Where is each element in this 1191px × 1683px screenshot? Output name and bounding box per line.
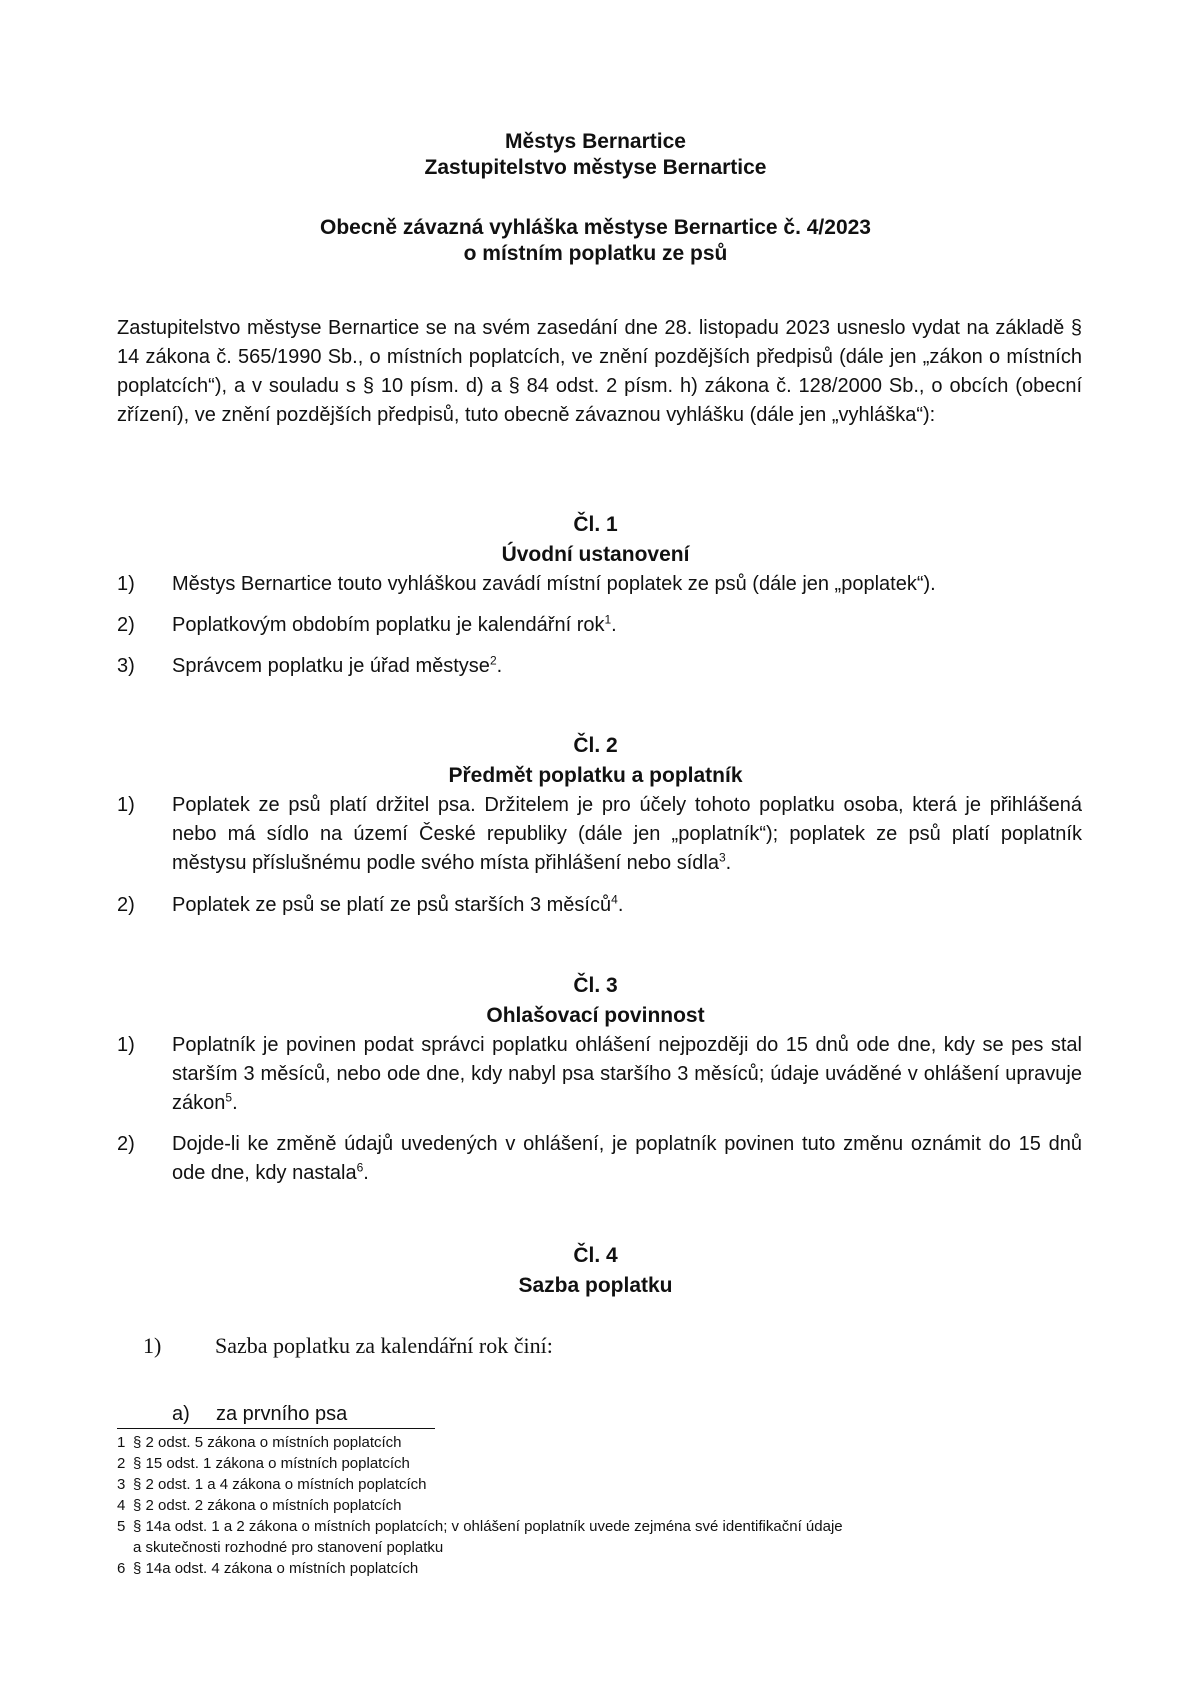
item-text: Poplatek ze psů se platí ze psů starších 3 měsíců xyxy=(172,894,612,916)
item-text: Správcem poplatku je úřad městyse xyxy=(172,655,490,677)
footnote-number: 3 xyxy=(117,1476,126,1493)
footnote-number: 2 xyxy=(117,1455,126,1472)
footnote-ref: 5 xyxy=(225,1090,233,1105)
footnote-ref: 6 xyxy=(356,1160,364,1175)
footnote-text: § 2 odst. 5 zákona o místních poplatcích xyxy=(133,1434,402,1451)
item-tail: . xyxy=(496,655,503,677)
article-3-title: Ohlašovací povinnost xyxy=(486,1004,705,1027)
article-3-item-2 xyxy=(117,1130,1082,1188)
article-4-subitem-a xyxy=(172,1400,347,1428)
item-text: Poplatkovým obdobím poplatku je kalendářní rok xyxy=(172,614,605,636)
item-text: Dojde-li ke změně údajů uvedených v ohlášení, je poplatník povinen tuto změnu oznámit do 15 dnů ode dne, kdy nastala xyxy=(172,1133,1082,1184)
article-1-number: Čl. 1 xyxy=(573,513,618,536)
footnote-continuation: a skutečnosti rozhodné pro stanovení poplatku xyxy=(133,1539,444,1556)
item-number: 1) xyxy=(117,794,135,816)
item-tail: . xyxy=(725,852,732,874)
footnote-ref: 3 xyxy=(718,850,726,865)
item-number: 2) xyxy=(117,614,135,636)
item-text: Poplatník je povinen podat správci poplatku ohlášení nejpozději do 15 dnů ode dne, kdy se pes stal starším 3 měsíců, nebo ode dne, kdy nabyl psa staršího 3 měsíců; údaje uváděné v ohlášení upravuje zákon xyxy=(172,1034,1082,1114)
footnotes xyxy=(117,1432,1117,1579)
article-3-item-1 xyxy=(117,1031,1082,1118)
item-number: 3) xyxy=(117,655,135,677)
footnote-3 xyxy=(117,1474,1117,1495)
footnote-1 xyxy=(117,1432,1117,1453)
article-2-title: Předmět poplatku a poplatník xyxy=(448,764,743,787)
footnote-number: 6 xyxy=(117,1560,126,1577)
footnote-ref: 4 xyxy=(611,892,618,907)
footnote-ref: 1 xyxy=(604,612,612,627)
item-number: 1) xyxy=(117,573,135,595)
footnote-text: § 2 odst. 2 zákona o místních poplatcích xyxy=(133,1497,402,1514)
footnote-6 xyxy=(117,1558,1117,1579)
article-4-number: Čl. 4 xyxy=(573,1244,618,1267)
footnote-ref: 2 xyxy=(489,653,497,668)
footnote-number: 4 xyxy=(117,1497,126,1514)
item-number: 1) xyxy=(143,1333,162,1358)
footnote-4 xyxy=(117,1495,1117,1516)
municipality-name: Městys Bernartice xyxy=(505,130,686,153)
intro-paragraph: Zastupitelstvo městyse Bernartice se na svém zasedání dne 28. listopadu 2023 usneslo vydat na základě § 14 zákona č. 565/1990 Sb., o místních poplatcích, ve znění pozdějších předpisů (dále jen „zákon o místních poplatcích“), a v souladu s § 10 písm. d) a § 84 odst. 2 písm. h) zákona č. 128/2000 Sb., o obcích (obecní zřízení), ve znění pozdějších předpisů, tuto obecně závaznou vyhlášku (dále jen „vyhláška“): xyxy=(117,317,1082,426)
item-text: Poplatek ze psů platí držitel psa. Držitelem je pro účely tohoto poplatku osoba, která je přihlášená nebo má sídlo na území České republiky (dále jen „poplatník“); poplatek ze psů platí poplatník městysu příslušnému podle svého místa přihlášení nebo sídla xyxy=(172,794,1082,874)
item-text: Sazba poplatku za kalendářní rok činí: xyxy=(215,1333,553,1358)
footnote-text: § 15 odst. 1 zákona o místních poplatcích xyxy=(133,1455,410,1472)
item-tail: . xyxy=(232,1092,238,1114)
subitem-text: za prvního psa xyxy=(216,1403,348,1425)
footnote-5 xyxy=(117,1516,1117,1558)
item-text: Městys Bernartice touto vyhláškou zavádí místní poplatek ze psů (dále jen „poplatek“). xyxy=(172,573,936,595)
article-2-item-2 xyxy=(117,891,1082,920)
article-3-number: Čl. 3 xyxy=(573,974,618,997)
footnote-number: 5 xyxy=(117,1518,126,1535)
item-number: 2) xyxy=(117,1133,135,1155)
subitem-letter: a) xyxy=(172,1403,190,1425)
footnote-number: 1 xyxy=(117,1434,126,1451)
item-number: 2) xyxy=(117,894,135,916)
footnote-separator xyxy=(117,1428,435,1429)
decree-subtitle: o místním poplatku ze psů xyxy=(463,242,728,265)
article-4-title: Sazba poplatku xyxy=(518,1274,673,1297)
article-2-item-1 xyxy=(117,791,1082,878)
article-2-number: Čl. 2 xyxy=(573,734,618,757)
decree-title: Obecně závazná vyhláška městyse Bernartice č. 4/2023 xyxy=(319,216,871,239)
article-1-title: Úvodní ustanovení xyxy=(501,543,690,566)
article-1-item-2 xyxy=(117,611,1082,640)
footnote-2 xyxy=(117,1453,1117,1474)
article-1-item-1 xyxy=(117,570,1082,599)
item-number: 1) xyxy=(117,1034,135,1056)
article-1-item-3 xyxy=(117,652,1082,681)
footnote-text: § 14a odst. 4 zákona o místních poplatcích xyxy=(133,1560,419,1577)
council-name: Zastupitelstvo městyse Bernartice xyxy=(424,156,767,179)
item-tail: . xyxy=(617,894,624,916)
footnote-text: § 14a odst. 1 a 2 zákona o místních poplatcích; v ohlášení poplatník uvede zejména své identifikační údaje xyxy=(133,1518,843,1535)
article-4-item-1 xyxy=(143,1332,553,1360)
item-tail: . xyxy=(611,614,617,636)
item-tail: . xyxy=(363,1162,369,1184)
footnote-text: § 2 odst. 1 a 4 zákona o místních poplatcích xyxy=(133,1476,427,1493)
